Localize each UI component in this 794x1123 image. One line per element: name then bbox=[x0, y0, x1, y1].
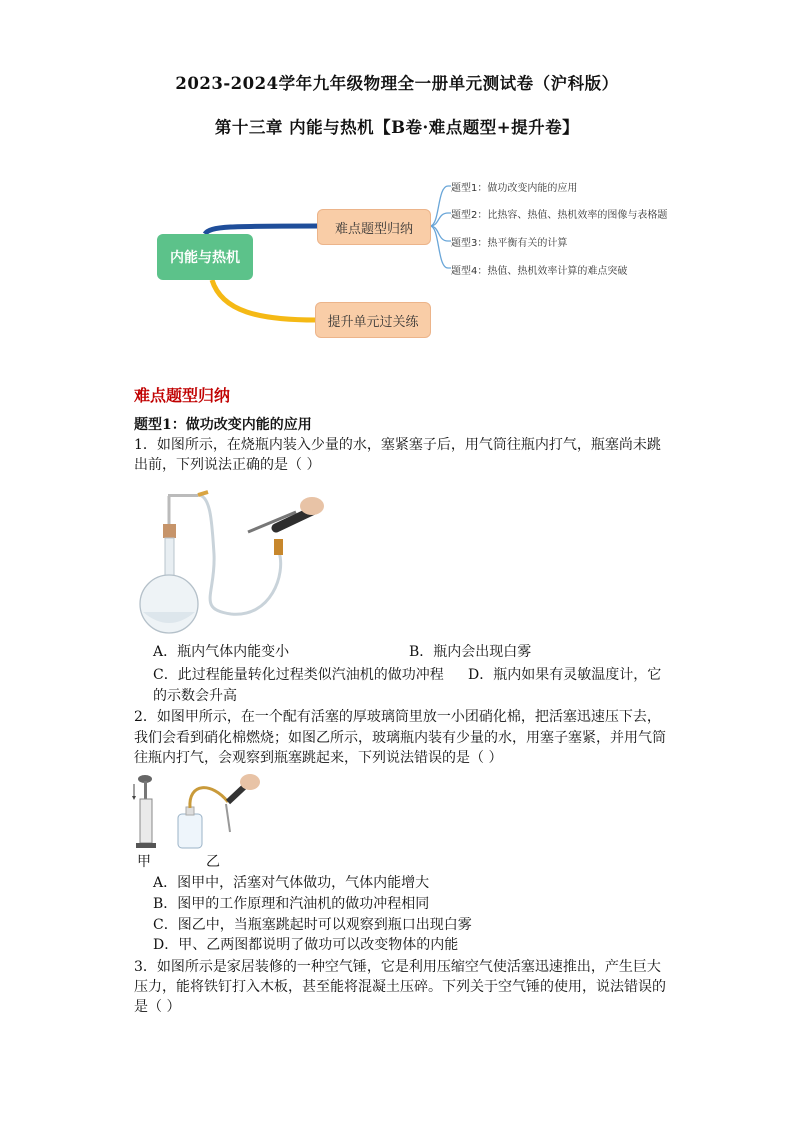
mindmap-branch-improve: 提升单元过关练 bbox=[315, 302, 431, 338]
hand bbox=[300, 497, 324, 515]
q2-option-a: A．图甲中，活塞对气体做功，气体内能增大 bbox=[153, 875, 430, 891]
q3-stem-line3: 是（ ） bbox=[134, 999, 181, 1015]
connector-leaf1 bbox=[430, 186, 451, 226]
pump-body bbox=[228, 787, 244, 802]
pump-handle-2 bbox=[226, 804, 230, 832]
question-type-heading: 题型1：做功改变内能的应用 bbox=[134, 417, 312, 433]
q1-option-d-cont: 的示数会升高 bbox=[153, 688, 237, 704]
arrow-head bbox=[132, 796, 136, 800]
mindmap-leaf-2: 题型2：比热容、热值、热机效率的图像与表格题 bbox=[451, 210, 668, 221]
pump-tube bbox=[190, 788, 228, 808]
connector-branch1 bbox=[205, 226, 320, 234]
plastic-bottle bbox=[178, 814, 202, 848]
q2-option-c: C．图乙中，当瓶塞跳起时可以观察到瓶口出现白雾 bbox=[153, 917, 472, 933]
q1-option-a: A．瓶内气体内能变小 bbox=[153, 644, 290, 660]
flask-neck bbox=[165, 538, 174, 578]
piston-bottle-figure bbox=[132, 772, 272, 857]
q2-stem-line3: 往瓶内打气，会观察到瓶塞跳起来，下列说法错误的是（ ） bbox=[134, 750, 503, 766]
glass-cylinder bbox=[140, 799, 152, 843]
connector-leaf4 bbox=[430, 226, 451, 268]
q1-option-c: C．此过程能量转化过程类似汽油机的做功冲程 bbox=[153, 667, 444, 683]
q3-stem-line1: 3．如图所示是家居装修的一种空气锤，它是利用压缩空气使活塞迅速推出，产生巨大 bbox=[134, 959, 661, 975]
q1-option-b: B．瓶内会出现白雾 bbox=[409, 644, 532, 660]
page-title: 2023-2024学年九年级物理全一册单元测试卷（沪科版） bbox=[175, 74, 619, 93]
hand-2 bbox=[240, 774, 260, 790]
flask-pump-figure bbox=[136, 484, 326, 634]
cylinder-base bbox=[136, 843, 156, 848]
mindmap-leaf-3: 题型3：热平衡有关的计算 bbox=[451, 238, 568, 249]
q1-option-d: D．瓶内如果有灵敏温度计，它 bbox=[468, 667, 662, 683]
q2-stem-line1: 2．如图甲所示，在一个配有活塞的厚玻璃筒里放一小团硝化棉，把活塞迅速压下去， bbox=[134, 709, 661, 725]
pump-nozzle bbox=[274, 539, 283, 555]
section-title: 难点题型归纳 bbox=[134, 386, 231, 405]
q1-stem-line2: 出前，下列说法正确的是（ ） bbox=[134, 457, 321, 473]
q1-stem-line1: 1．如图所示，在烧瓶内装入少量的水，塞紧塞子后，用气筒往瓶内打气，瓶塞尚未跳 bbox=[134, 437, 661, 453]
hose bbox=[198, 495, 281, 614]
figure-label-jia: 甲 bbox=[137, 854, 151, 870]
figure-label-yi: 乙 bbox=[206, 854, 220, 870]
tube-top bbox=[168, 494, 198, 497]
mindmap-leaf-1: 题型1：做功改变内能的应用 bbox=[451, 183, 578, 194]
q2-option-b: B．图甲的工作原理和汽油机的做功冲程相同 bbox=[153, 896, 430, 912]
hose-connector bbox=[198, 492, 208, 495]
flask-stopper bbox=[163, 524, 176, 538]
mindmap-branch-difficult: 难点题型归纳 bbox=[317, 209, 431, 245]
q2-stem-line2: 我们会看到硝化棉燃烧；如图乙所示，玻璃瓶内装有少量的水，用塞子塞紧，并用气筒 bbox=[134, 730, 666, 746]
page-subtitle: 第十三章 内能与热机【B卷·难点题型+提升卷】 bbox=[214, 118, 580, 137]
bottle-cap bbox=[186, 807, 194, 815]
mindmap-root-node: 内能与热机 bbox=[157, 234, 253, 280]
piston-rod bbox=[144, 781, 147, 799]
q3-stem-line2: 压力，能将铁钉打入木板，甚至能将混凝土压碎。下列关于空气锤的使用，说法错误的 bbox=[134, 979, 666, 995]
mindmap-leaf-4: 题型4：热值、热机效率计算的难点突破 bbox=[451, 266, 628, 277]
flask-bulb bbox=[140, 575, 198, 633]
q2-option-d: D．甲、乙两图都说明了做功可以改变物体的内能 bbox=[153, 937, 459, 953]
connector-branch2 bbox=[212, 280, 316, 320]
